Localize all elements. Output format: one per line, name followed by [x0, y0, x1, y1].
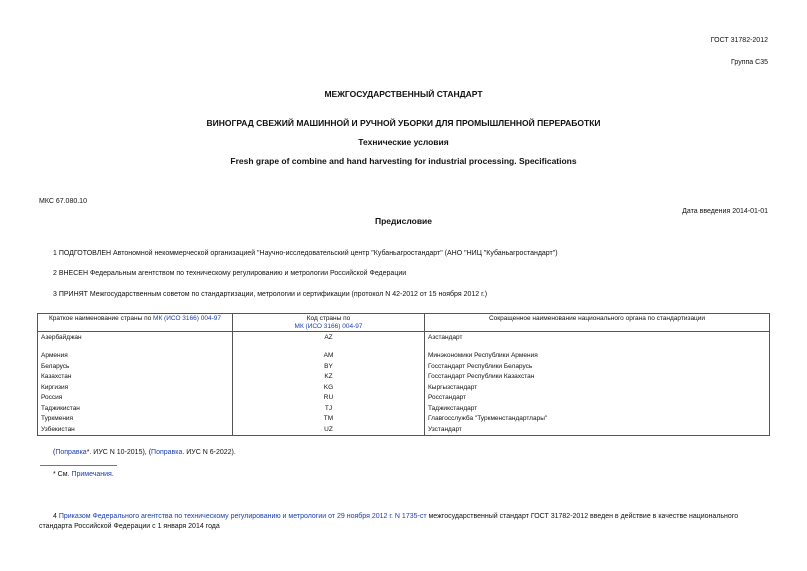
table-row [38, 393, 770, 404]
footnote-text: * См. [53, 471, 72, 478]
item4-text: межгосударственный стандарт ГОСТ 31782-2012 введен в действие в качестве национального [426, 513, 739, 520]
footnote [53, 471, 114, 478]
preface-item-1: 1 ПОДГОТОВЛЕН Автономной некоммерческой организацией "Научно-исследовательский центр "Кубаньагростандарт" (АНО "НИЦ "Кубаньагростандарт") [53, 250, 558, 257]
table-row [38, 425, 770, 436]
countries-table [37, 313, 770, 436]
cell-code: RU [233, 393, 425, 404]
cell-code: AZ [233, 332, 425, 352]
footnote-divider [40, 465, 117, 466]
preface-item-3: 3 ПРИНЯТ Межгосударственным советом по стандартизации, метрологии и сертификации (протокол N 42-2012 от 15 ноября 2012 г.) [53, 291, 488, 298]
amend-open: ( [53, 449, 56, 456]
cell-code: AM [233, 351, 425, 362]
main-title: ВИНОГРАД СВЕЖИЙ МАШИННОЙ И РУЧНОЙ УБОРКИ ДЛЯ ПРОМЫШЛЕННОЙ ПЕРЕРАБОТКИ [206, 118, 601, 128]
cell-body: Главгосслужба "Туркменстандартлары" [425, 414, 770, 425]
table-row [38, 372, 770, 383]
cell-country: Туркмения [38, 414, 233, 425]
table-header-row [38, 314, 770, 332]
cell-country: Россия [38, 393, 233, 404]
cell-code: TJ [233, 404, 425, 415]
col-header-body: Сокращенное наименование национального органа по стандартизации [425, 314, 770, 332]
cell-body: Госстандарт Республики Беларусь [425, 362, 770, 373]
preface-heading: Предисловие [374, 216, 433, 226]
amendments-note [53, 449, 236, 456]
amend-mid-1: *. ИУС N 10-2015), ( [86, 449, 152, 456]
footnote-end: . [111, 471, 114, 478]
cell-country: Киргизия [38, 383, 233, 394]
cell-code: KG [233, 383, 425, 394]
cell-country: Беларусь [38, 362, 233, 373]
cell-body: Узстандарт [425, 425, 770, 436]
cell-code: TM [233, 414, 425, 425]
cell-code: KZ [233, 372, 425, 383]
table-row [38, 362, 770, 373]
preface-item-4-line2: стандарта Российской Федерации с 1 января 2014 года [39, 523, 220, 530]
cell-body: Азстандарт [425, 332, 770, 352]
mks-code: МКС 67.080.10 [39, 198, 87, 205]
preface-item-4 [53, 513, 773, 520]
mk-iso-link-2[interactable]: МК (ИСО 3166) 004-97 [294, 323, 363, 330]
mk-iso-link[interactable]: МК (ИСО 3166) 004-97 [153, 315, 221, 322]
subtitle: Технические условия [358, 137, 449, 147]
english-title: Fresh grape of combine and hand harvesting for industrial processing. Specifications [230, 156, 577, 166]
cell-country: Азербайджан [38, 332, 233, 352]
cell-country: Казахстан [38, 372, 233, 383]
amendment-link-2[interactable]: Поправка [151, 449, 183, 456]
cell-body: Росстандарт [425, 393, 770, 404]
cell-body: Таджикстандарт [425, 404, 770, 415]
table-row [38, 414, 770, 425]
amendment-link-1[interactable]: Поправка [55, 449, 87, 456]
cell-code: UZ [233, 425, 425, 436]
col-header-country [38, 314, 233, 332]
col-header-code [233, 314, 425, 332]
col-header-country-text: Краткое наименование страны по [49, 315, 154, 322]
cell-country: Армения [38, 351, 233, 362]
cell-body: Кыргызстандарт [425, 383, 770, 394]
cell-country: Таджикистан [38, 404, 233, 415]
table-row [38, 383, 770, 394]
interstate-heading: МЕЖГОСУДАРСТВЕННЫЙ СТАНДАРТ [324, 89, 483, 99]
notes-link[interactable]: Примечания [71, 471, 112, 478]
table-row [38, 404, 770, 415]
intro-date: Дата введения 2014-01-01 [682, 208, 768, 215]
doc-group: Группа С35 [731, 59, 768, 66]
item4-number: 4 [53, 513, 59, 520]
col-header-code-text: Код страны по [306, 315, 351, 322]
cell-body: Минэкономики Республики Армения [425, 351, 770, 362]
cell-code: BY [233, 362, 425, 373]
table-row [38, 351, 770, 362]
cell-body: Госстандарт Республики Казахстан [425, 372, 770, 383]
table-row [38, 332, 770, 352]
preface-item-2: 2 ВНЕСЕН Федеральным агентством по техническому регулированию и метрологии Российской Федерации [53, 270, 407, 277]
order-link[interactable]: Приказом Федерального агентства по техническому регулированию и метрологии от 29 ноября 2012 г. N 1735-ст [58, 513, 427, 520]
amend-mid-2: . ИУС N 6-2022). [182, 449, 236, 456]
cell-country: Узбекистан [38, 425, 233, 436]
doc-code: ГОСТ 31782-2012 [710, 37, 768, 44]
